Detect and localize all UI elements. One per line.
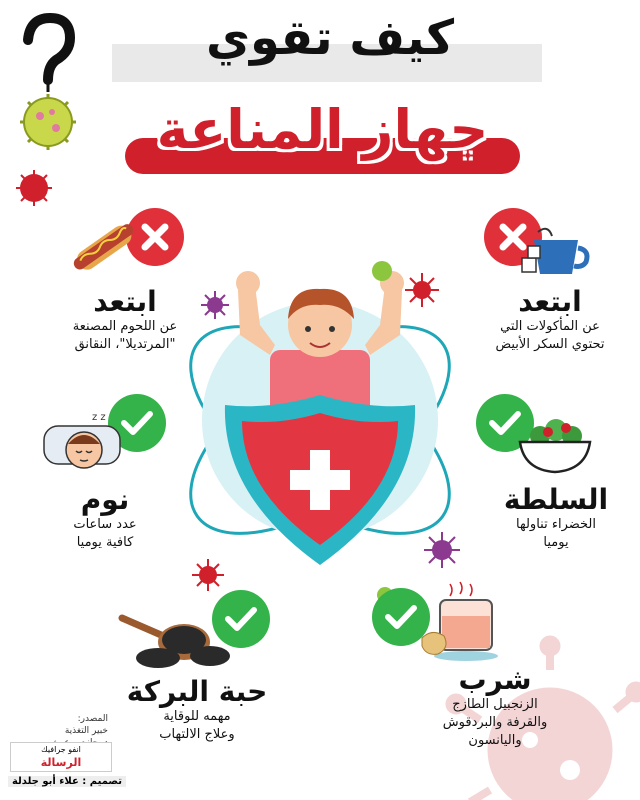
purple-star-virus-icon	[424, 532, 460, 568]
drink-block	[410, 664, 580, 750]
item-heading: ابتعد	[518, 285, 582, 318]
black-seed-block	[112, 676, 282, 744]
logo-brand: الرسالة	[40, 756, 82, 769]
page-title: كيف تقوي	[205, 10, 455, 66]
green-small-virus-icon	[372, 261, 392, 281]
source-label: المصدر:	[77, 714, 108, 724]
page-subtitle: جهاز المناعة	[156, 98, 489, 161]
green-virus-icon	[20, 94, 76, 150]
item-line: عدد ساعات	[73, 517, 137, 532]
sleep-block	[45, 484, 165, 552]
black-seed-spoon-icon	[118, 596, 238, 676]
item-line: يوميا	[543, 535, 569, 550]
avoid-meat-block	[40, 286, 210, 354]
question-virus-decoration	[8, 10, 88, 210]
item-heading: ابتعد	[93, 285, 157, 318]
red-virus-icon	[16, 170, 52, 206]
salad-block	[486, 484, 626, 552]
red-small-virus-icon	[192, 559, 224, 591]
item-line: تحتوي السكر الأبيض	[495, 337, 605, 352]
sleeping-face-icon	[42, 404, 126, 480]
sugar-coffee-icon	[520, 218, 592, 280]
item-heading: حبة البركة	[126, 675, 268, 708]
publisher-logo	[10, 742, 112, 772]
item-line: عن المأكولات التي	[500, 319, 600, 334]
item-line: واليانسون	[468, 733, 522, 748]
item-line: عن اللحوم المصنعة	[72, 319, 178, 334]
item-line: "المرتديلا"، النقانق	[74, 337, 176, 352]
item-heading: السلطة	[503, 483, 609, 516]
item-line: مهمه للوقاية	[163, 709, 231, 724]
shield-icon	[225, 395, 415, 565]
logo-caption: انفو جرافيك	[41, 745, 81, 754]
design-credit: تصميم : علاء أبو جلدلة	[8, 776, 126, 787]
item-line: كافية يوميا	[76, 535, 134, 550]
ginger-tea-icon	[420, 578, 500, 664]
hotdog-icon	[68, 214, 138, 278]
item-line: وعلاج الالتهاب	[159, 727, 235, 742]
salad-bowl-icon	[516, 414, 594, 476]
item-heading: شرب	[458, 663, 532, 696]
source-line: خبير التغذية	[64, 726, 108, 736]
red-star-virus-icon	[405, 273, 439, 307]
item-line: الزنجبيل الطازج	[452, 697, 538, 712]
item-heading: نوم	[80, 483, 130, 516]
avoid-sugar-block	[470, 286, 630, 354]
item-line: الخضراء تناولها	[516, 517, 596, 532]
item-line: والقرفة والبردقوش	[442, 715, 548, 730]
svg-text:z z: z z	[92, 412, 106, 423]
